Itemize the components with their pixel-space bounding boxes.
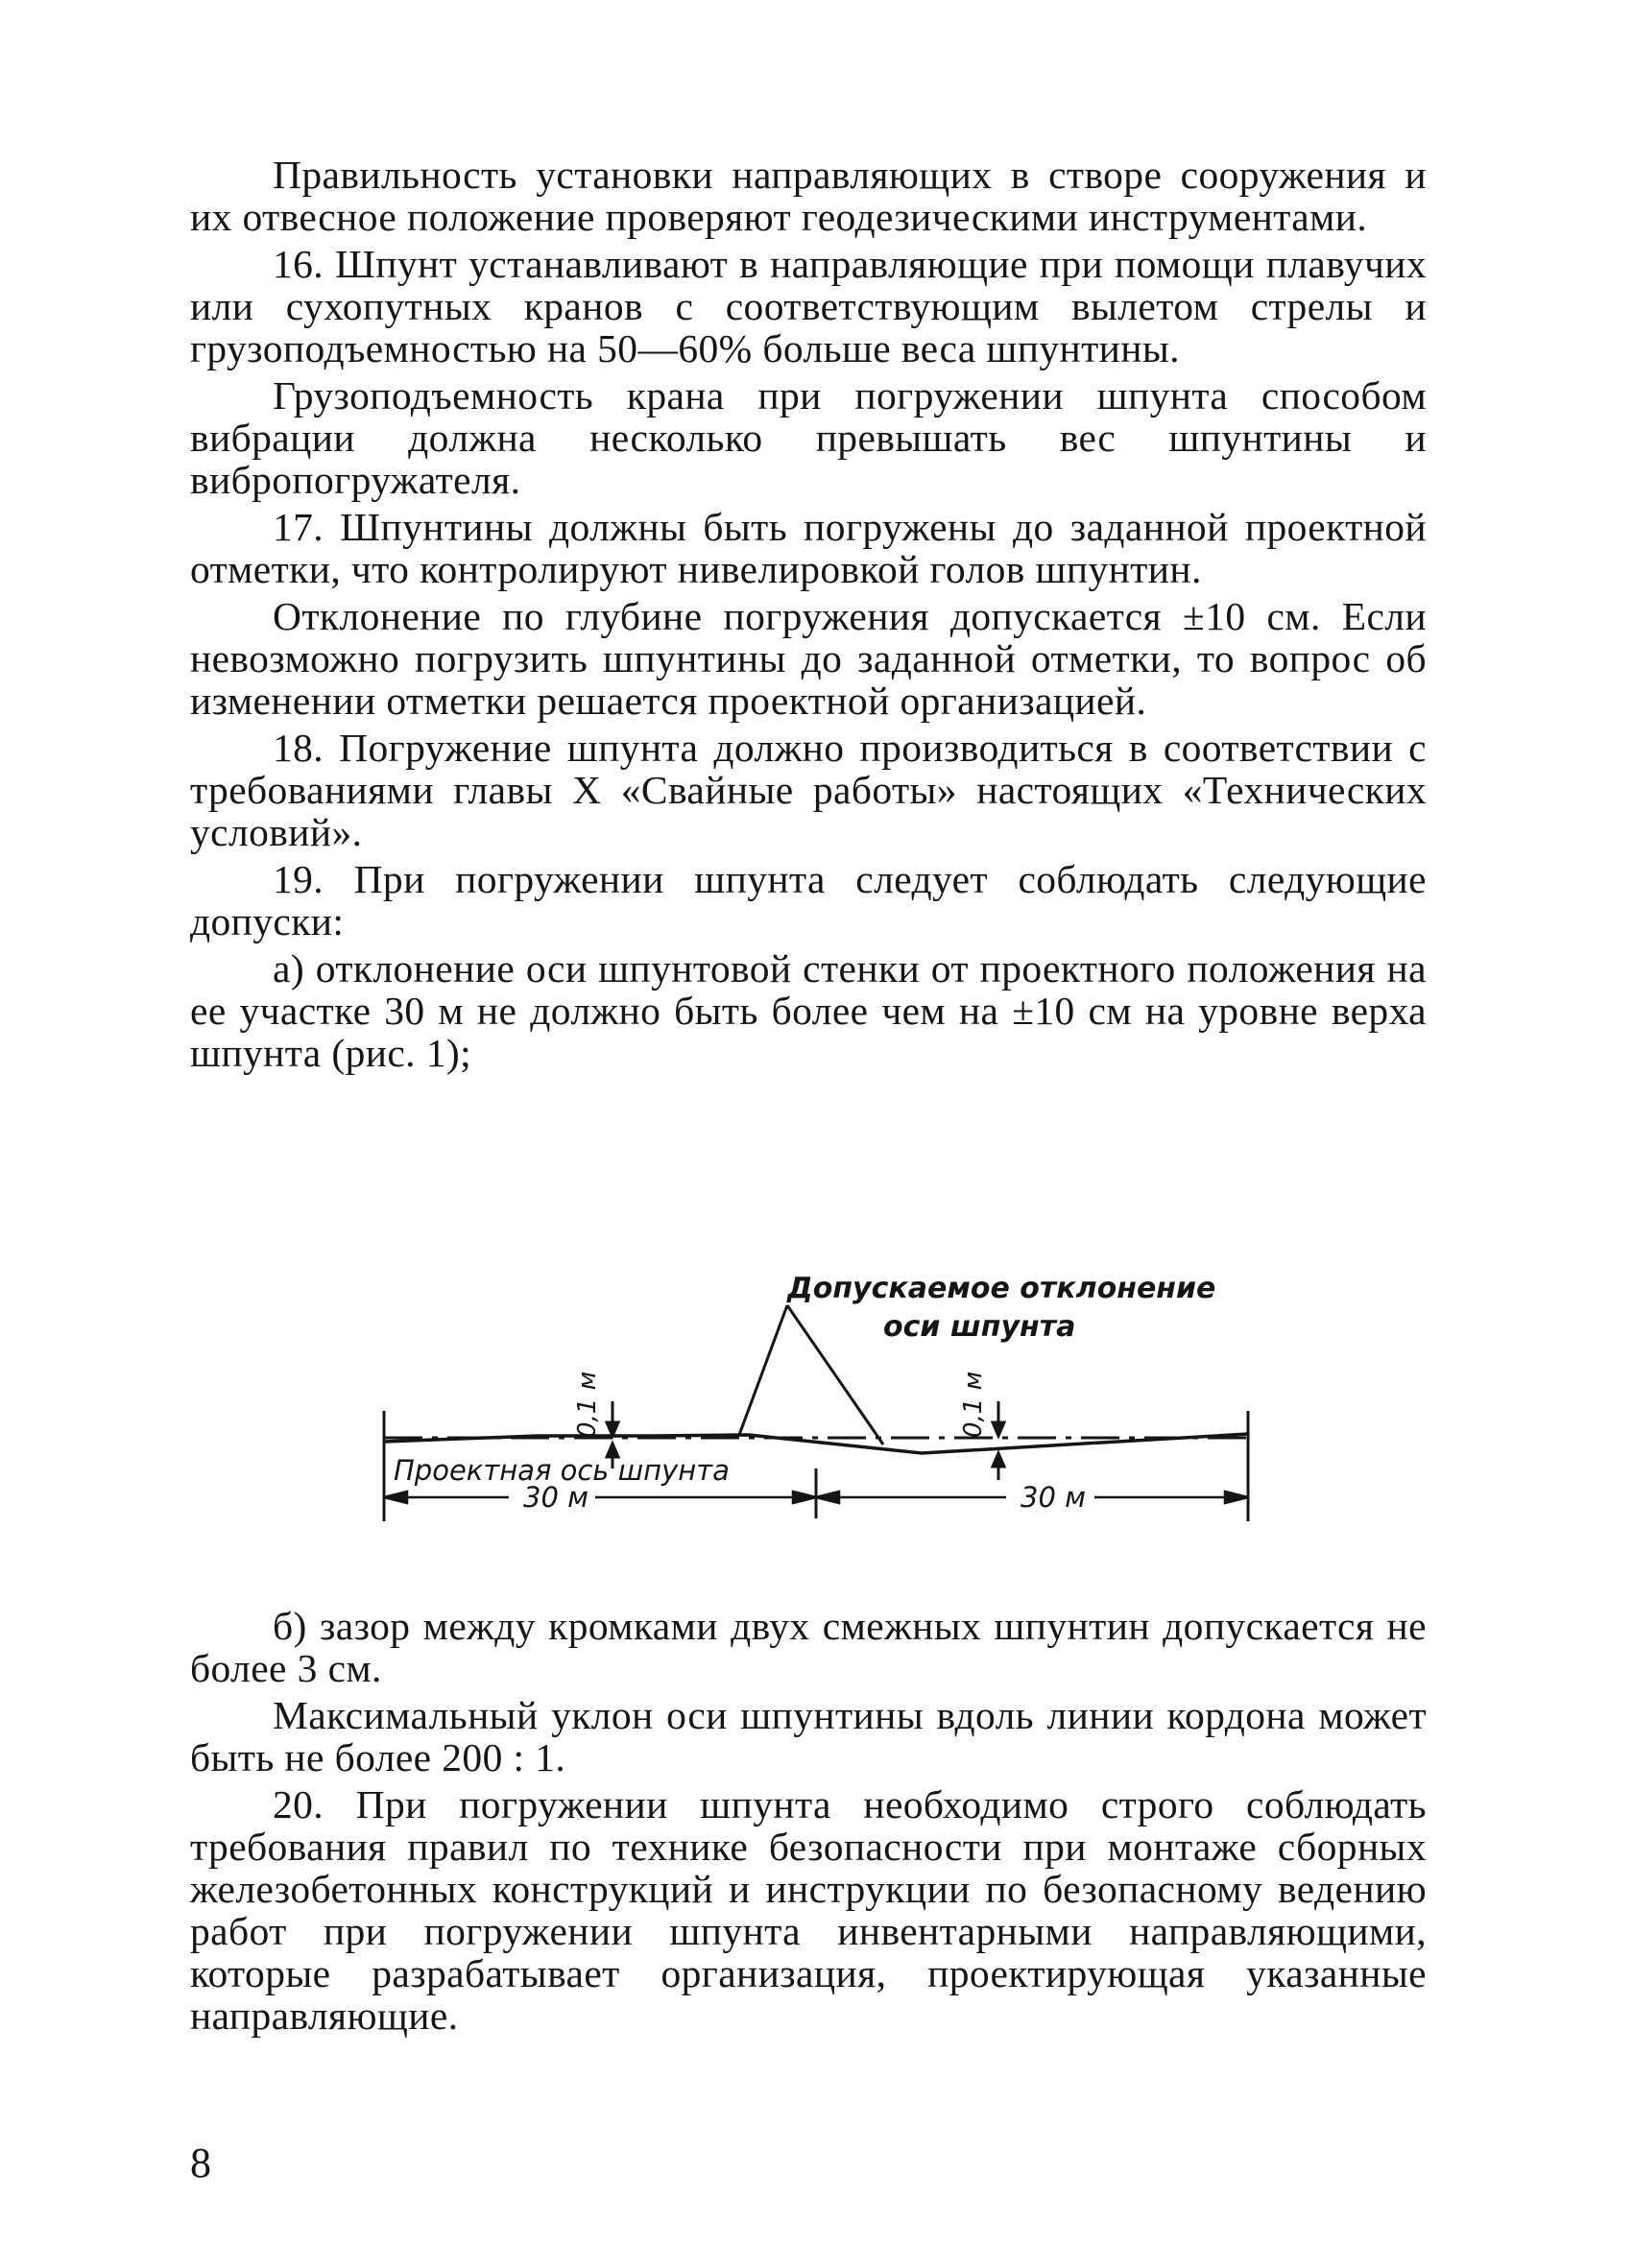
paragraph-19-slope: Максимальный уклон оси шпунтины вдоль линии кордона может быть не более 200 : 1. <box>190 1693 1427 1779</box>
paragraph-19: 19. При погружении шпунта следует соблюдать следующие допуски: <box>190 857 1427 943</box>
paragraph-guide-check: Правильность установки направляющих в створе сооружения и их отвесное положение проверяют геодезическими инструментами. <box>190 153 1427 239</box>
paragraph-19a: а) отклонение оси шпунтовой стенки от проектного положения на ее участке 30 м не должно быть более чем на ±10 см на уровне верха шпунта (рис. 1); <box>190 946 1427 1075</box>
paragraph-19b: б) зазор между кромками двух смежных шпунтин допускается не более 3 см. <box>190 1604 1427 1690</box>
paragraph-17: 17. Шпунтины должны быть погружены до заданной проектной отметки, что контролируют нивелировкой голов шпунтин. <box>190 505 1427 591</box>
right-length-label: 30 м <box>1021 1481 1086 1514</box>
left-length-label: 30 м <box>523 1481 588 1514</box>
text-block-bottom <box>190 1605 1427 2041</box>
paragraph-16-crane-capacity: Грузоподъемность крана при погружении шпунта способом вибрации должна несколько превышать вес шпунтины и вибропогружателя. <box>190 373 1427 502</box>
deviation-pointer <box>739 1305 883 1444</box>
paragraph-16: 16. Шпунт устанавливают в направляющие при помощи плавучих или сухопутных кранов с соответствующим вылетом стрелы и грузоподъемностью на 50—60% больше веса шпунтины. <box>190 242 1427 370</box>
paragraph-20: 20. При погружении шпунта необходимо строго соблюдать требования правил по технике безопасности при монтаже сборных железобетонных конструкций и инструкции по безопасному ведению работ при погружении шпунта инвентарными направляющими, которые разрабатывает организация, проектирующая указанные направляющие. <box>190 1782 1427 2038</box>
deviation-label-line2: оси шпунта <box>883 1310 1076 1344</box>
figure-sheet-pile-deviation <box>365 1267 1277 1555</box>
paragraph-17-deviation: Отклонение по глубине погружения допускается ±10 см. Если невозможно погрузить шпунтины до заданной отметки, то вопрос об изменении отметки решается проектной организацией. <box>190 594 1427 723</box>
project-axis-label: Проектная ось шпунта <box>394 1454 730 1487</box>
right-tolerance-label: 0,1 м <box>959 1371 988 1438</box>
deviation-label-line1: Допускаемое отклонение <box>787 1272 1216 1305</box>
text-block-top <box>190 154 1427 1079</box>
left-tolerance-label: 0,1 м <box>573 1371 602 1438</box>
page-number: 8 <box>190 2139 211 2186</box>
paragraph-18: 18. Погружение шпунта должно производиться в соответствии с требованиями главы X «Свайные работы» настоящих «Технических условий». <box>190 726 1427 854</box>
